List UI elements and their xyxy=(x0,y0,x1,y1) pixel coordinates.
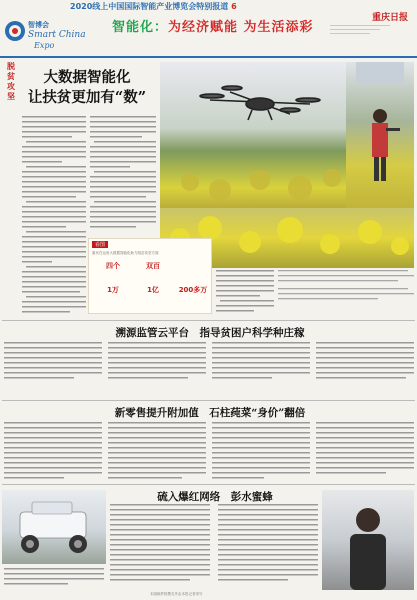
drone-over-field-photo xyxy=(160,62,346,210)
special-report-title: 2020线上中国国际智能产业博览会特别报道 6 xyxy=(70,2,237,11)
section-2-text xyxy=(4,422,414,482)
section-3-text xyxy=(110,504,318,590)
photo-caption-text xyxy=(278,270,414,314)
article-text-column-2 xyxy=(90,116,156,234)
logo-english-name-2: Expo xyxy=(34,41,55,50)
main-headline xyxy=(22,68,152,108)
masthead-info xyxy=(330,25,414,38)
stats-infobox xyxy=(88,238,212,314)
person-figure-icon xyxy=(322,490,414,590)
robot-vehicle-icon xyxy=(2,490,106,564)
drone-icon xyxy=(160,62,346,210)
section-1-text xyxy=(4,342,414,382)
section-headline-1: 溯源监管云平台 指导贫困户科学种庄稼 xyxy=(115,327,305,339)
section-divider xyxy=(2,320,415,321)
expo-logo xyxy=(4,14,104,56)
page-slogan: 智能化：为经济赋能 为生活添彩 xyxy=(112,20,314,35)
stats-title: 看图 xyxy=(92,241,108,248)
stats-subtitle: 重庆在运用大数据智能化助力脱贫攻坚方面 xyxy=(92,251,159,255)
section-headline-3: 硫入爆红网络 彭水蜜蜂 xyxy=(157,491,273,503)
stat-item: 双百 xyxy=(146,262,160,270)
logo-english-name-1: Smart China xyxy=(28,30,86,40)
section-divider xyxy=(2,400,415,401)
stat-item: 四个 xyxy=(106,262,120,270)
column-label: 脱贫攻坚 xyxy=(7,62,15,101)
headline-line-2: 让扶贫更加有“数” xyxy=(27,89,147,106)
robot-photo-text xyxy=(4,568,104,590)
masthead xyxy=(330,3,414,41)
stat-item: 1亿 xyxy=(147,286,159,294)
section-headline-2: 新零售提升附加值 石柱莼菜“身价”翻倍 xyxy=(114,407,306,419)
page-footer: 本版稿件除署名外由本报记者采写 xyxy=(150,592,203,596)
header-rule xyxy=(0,56,417,58)
article-text-column-1 xyxy=(22,116,86,316)
article-text-column-3 xyxy=(216,270,274,314)
masthead-lines-icon xyxy=(330,25,414,37)
stat-item: 1万 xyxy=(107,286,119,294)
person-portrait-photo xyxy=(322,490,414,590)
expo-logo-icon xyxy=(4,20,26,42)
headline-line-1: 大数据智能化 xyxy=(43,69,131,86)
agricultural-robot-photo xyxy=(2,490,106,564)
farmer-in-field-photo xyxy=(346,62,414,210)
stat-item: 200多万 xyxy=(178,286,208,294)
farmer-figure-icon xyxy=(346,62,414,210)
logo-chinese-name: 智博会 xyxy=(28,21,49,29)
newspaper-name: 重庆日报 xyxy=(371,13,408,23)
section-divider xyxy=(2,484,415,485)
